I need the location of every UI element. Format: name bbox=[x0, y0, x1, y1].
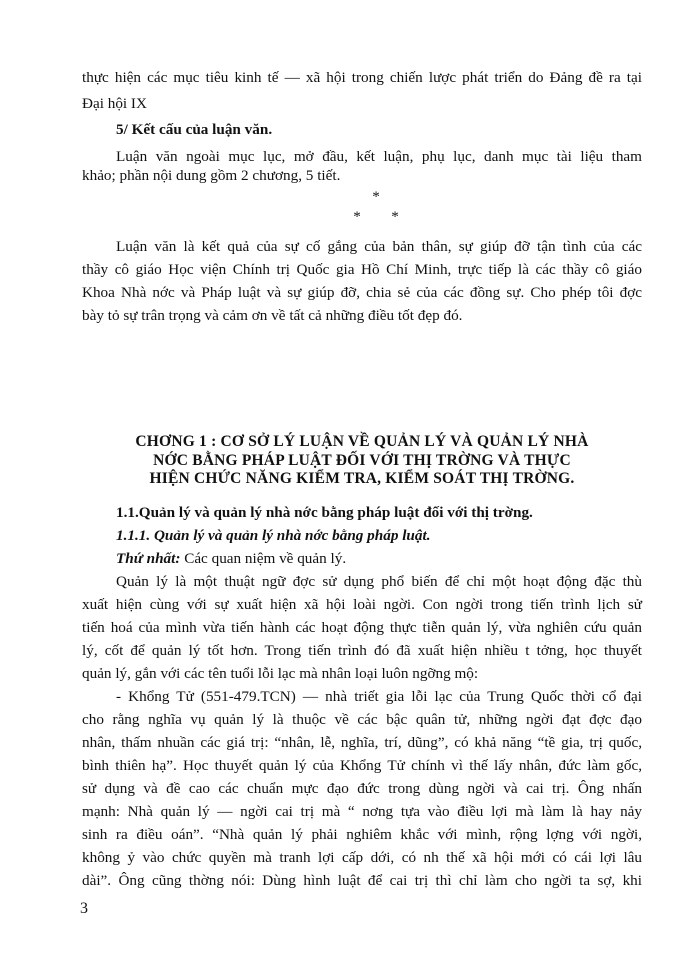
first-point bbox=[116, 549, 642, 569]
paragraph-line: Đại hội IX bbox=[82, 95, 147, 112]
paragraph-line: - Khổng Tử (551-479.TCN) — nhà triết gia lỗi lạc của Trung Quốc thời cổ đại bbox=[116, 688, 642, 705]
paragraph-line: thực hiện các mục tiêu kinh tế — xã hội trong chiến lược phát triển do Đảng đề ra tại bbox=[82, 69, 642, 86]
paragraph-line: Khoa Nhà nớc và Pháp luật và sự giúp đỡ, chia sẻ của các đồng sự. Cho phép tôi đợc bbox=[82, 284, 642, 301]
paragraph-line: lý, cốt để quản lý tốt hơn. Trong tiến trình đó đã xuất hiện nhiều t tởng, học thuyết bbox=[82, 642, 642, 659]
chapter-heading-line: CHƠNG 1 : CƠ SỞ LÝ LUẬN VỀ QUẢN LÝ VÀ QUẢN LÝ NHÀ bbox=[135, 433, 589, 450]
paragraph-line: không ỷ vào chức quyền mà tranh lợi cấp dới, có nh thế xã hội mới có cái lợi lâu bbox=[82, 849, 642, 866]
paragraph-line: tiến hoá của mình vừa tiến hành các hoạt động thực tiễn quản lý, vừa nghiên cứu quản bbox=[82, 619, 642, 636]
first-point-text: Các quan niệm về quản lý. bbox=[180, 550, 347, 567]
section-heading: 1.1.Quản lý và quản lý nhà nớc bằng pháp luật đối với thị trờng. bbox=[116, 504, 533, 521]
paragraph-line: quản lý, gắn với các tên tuổi lỗi lạc mà nhân loại luôn ngỡng mộ: bbox=[82, 665, 479, 682]
subsection-heading: 1.1.1. Quản lý và quản lý nhà nớc bằng pháp luật. bbox=[116, 527, 431, 544]
paragraph-line: nhân, thấm nhuần các giá trị: “nhân, lễ, nghĩa, trí, dũng”, có khả năng “tề gia, trị quốc, bbox=[82, 734, 642, 751]
paragraph-line: thầy cô giáo Học viện Chính trị Quốc gia Hồ Chí Minh, trực tiếp là các thầy cô giáo bbox=[82, 261, 642, 278]
paragraph-line: Luận văn ngoài mục lục, mở đầu, kết luận, phụ lục, danh mục tài liệu tham bbox=[116, 148, 642, 165]
page-number: 3 bbox=[80, 900, 88, 917]
paragraph-line: sinh ra điều oán”. “Nhà quản lý phải nghiêm khắc với mình, rộng lợng với ngời, bbox=[82, 826, 642, 843]
paragraph-line: mạnh: Nhà quản lý — ngời cai trị mà “ nơng tựa vào điều lợi mà làm là hay nảy bbox=[82, 803, 642, 820]
paragraph-line: khảo; phần nội dung gồm 2 chương, 5 tiết. bbox=[82, 167, 341, 184]
separator-stars: * * bbox=[353, 208, 399, 225]
chapter-heading-line: NỚC BẰNG PHÁP LUẬT ĐỐI VỚI THỊ TRỜNG VÀ THỰC bbox=[153, 452, 571, 469]
section-title: 5/ Kết cấu của luận văn. bbox=[116, 121, 273, 138]
chapter-heading-line: HIỆN CHỨC NĂNG KIỂM TRA, KIỂM SOÁT THỊ TRỜNG. bbox=[149, 470, 575, 487]
paragraph-line: xuất hiện cùng với sự xuất hiện xã hội loài ngời. Con ngời trong tiến trình lịch sử bbox=[82, 596, 642, 613]
paragraph-line: dài”. Ông cũng thờng nói: Dùng hình luật để cai trị thì chỉ làm cho ngời ta sợ, khi bbox=[82, 872, 642, 889]
paragraph-line: bình thiên hạ”. Học thuyết quản lý của Khổng Tử chính vì thế lấy nhân, đức làm gốc, bbox=[82, 757, 642, 774]
paragraph-line: Quản lý là một thuật ngữ đợc sử dụng phổ biến để chỉ một hoạt động đặc thù bbox=[116, 573, 642, 590]
paragraph-line: Luận văn là kết quả của sự cố gắng của bản thân, sự giúp đỡ tận tình của các bbox=[116, 238, 642, 255]
paragraph-line: bày tỏ sự trân trọng và cảm ơn về tất cả những điều tốt đẹp đó. bbox=[82, 307, 463, 324]
separator-star: * bbox=[372, 188, 380, 205]
paragraph-line: cho rằng nghĩa vụ quản lý là thuộc về các bậc quân tử, những ngời đạt đợc đạo bbox=[82, 711, 642, 728]
paragraph-line: sử dụng và đề cao các chuẩn mực đạo đức trong dùng ngời và cai trị. Ông nhấn bbox=[82, 780, 642, 797]
first-point-label: Thứ nhất: bbox=[116, 550, 181, 567]
